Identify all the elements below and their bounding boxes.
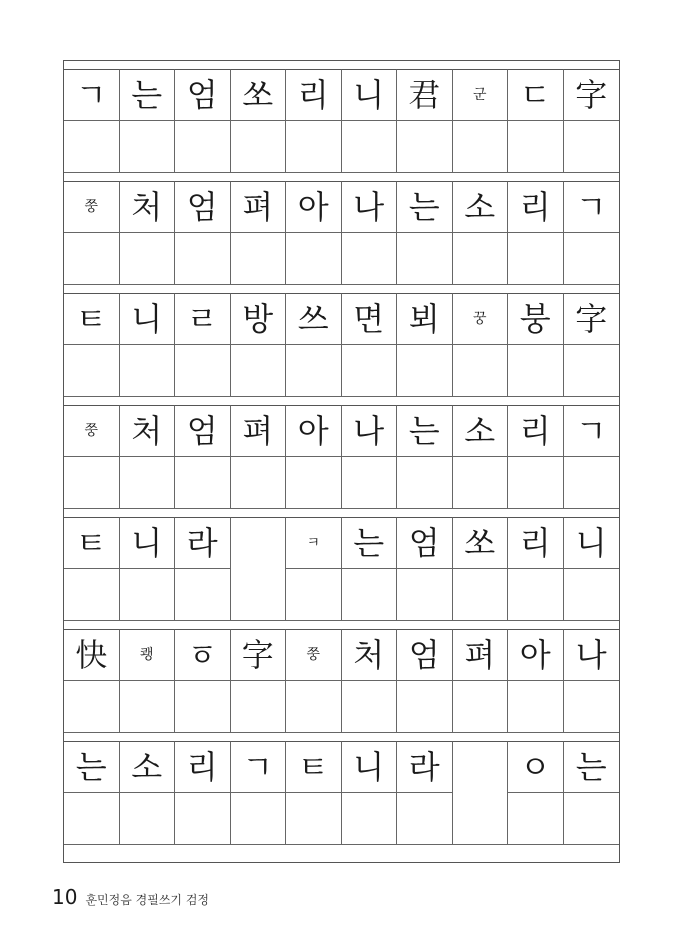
writing-practice-cell[interactable] [64, 457, 120, 509]
writing-practice-cell[interactable] [397, 233, 453, 285]
model-character: 는 [131, 76, 163, 114]
model-character: 소 [464, 188, 496, 226]
model-character: 나 [353, 188, 385, 226]
model-character-cell [231, 69, 287, 121]
model-character: 쭝 [84, 199, 99, 215]
model-character: 는 [353, 524, 385, 562]
model-character-cell [120, 741, 176, 793]
model-character: 펴 [242, 188, 274, 226]
model-character-cell [508, 69, 564, 121]
model-character-cell [342, 741, 398, 793]
model-character-cell [64, 741, 120, 793]
writing-practice-cell[interactable] [286, 121, 342, 173]
model-character: 니 [131, 524, 163, 562]
model-character: ㅌ [75, 524, 107, 562]
model-character-cell [508, 517, 564, 569]
writing-practice-cell[interactable] [342, 121, 398, 173]
model-character-cell [286, 741, 342, 793]
model-character: 엄 [186, 76, 218, 114]
model-character: 펴 [464, 636, 496, 674]
writing-practice-cell[interactable] [286, 233, 342, 285]
writing-practice-cell[interactable] [64, 793, 120, 845]
writing-practice-cell[interactable] [120, 345, 176, 397]
model-character-cell [64, 293, 120, 345]
model-character: 라 [408, 748, 440, 786]
writing-practice-cell[interactable] [564, 681, 620, 733]
model-character: 字 [575, 300, 608, 338]
model-character-cell [453, 629, 509, 681]
model-character: 면 [353, 300, 385, 338]
writing-practice-cell[interactable] [286, 793, 342, 845]
writing-practice-cell[interactable] [564, 569, 620, 621]
writing-practice-cell[interactable] [342, 233, 398, 285]
writing-practice-cell[interactable] [175, 233, 231, 285]
model-character: 는 [408, 188, 440, 226]
writing-practice-cell[interactable] [397, 457, 453, 509]
writing-practice-cell[interactable] [175, 457, 231, 509]
writing-practice-cell[interactable] [231, 121, 287, 173]
writing-practice-cell[interactable] [397, 569, 453, 621]
model-character-cell [342, 517, 398, 569]
writing-practice-cell[interactable] [64, 121, 120, 173]
writing-practice-cell[interactable] [453, 233, 509, 285]
writing-practice-cell[interactable] [231, 345, 287, 397]
model-character: ㄱ [75, 76, 107, 114]
model-character-cell [342, 181, 398, 233]
model-character-cell [342, 405, 398, 457]
model-character: 방 [242, 300, 274, 338]
model-character-cell [508, 405, 564, 457]
model-character-cell [508, 181, 564, 233]
model-character-cell [453, 181, 509, 233]
model-character: 는 [575, 748, 607, 786]
blank-merged-cell[interactable] [453, 741, 509, 845]
writing-practice-cell[interactable] [64, 681, 120, 733]
model-character: 字 [241, 636, 274, 674]
model-character: 뵈 [408, 300, 440, 338]
writing-practice-cell[interactable] [453, 121, 509, 173]
row-block [64, 737, 619, 849]
model-character-cell [342, 629, 398, 681]
writing-practice-cell[interactable] [175, 121, 231, 173]
model-character: 는 [408, 412, 440, 450]
writing-practice-cell[interactable] [231, 793, 287, 845]
model-character: 니 [353, 76, 385, 114]
model-character-cell [64, 629, 120, 681]
model-character: ㅌ [297, 748, 329, 786]
model-character-cell [508, 293, 564, 345]
model-character: ㄱ [575, 188, 607, 226]
model-character: 아 [519, 636, 551, 674]
model-character-cell [175, 629, 231, 681]
model-character-cell [286, 69, 342, 121]
writing-practice-cell[interactable] [453, 457, 509, 509]
model-character: ㄹ [186, 300, 218, 338]
writing-practice-cell[interactable] [564, 345, 620, 397]
page-number: 10 [52, 885, 78, 909]
writing-practice-cell[interactable] [175, 569, 231, 621]
model-character-cell [64, 517, 120, 569]
row-block [64, 65, 619, 177]
row-block [64, 513, 619, 625]
writing-practice-cell[interactable] [508, 457, 564, 509]
writing-practice-cell[interactable] [231, 457, 287, 509]
writing-practice-cell[interactable] [175, 681, 231, 733]
model-character: 리 [186, 748, 218, 786]
writing-practice-cell[interactable] [286, 345, 342, 397]
model-character: 쏘 [242, 76, 274, 114]
writing-practice-cell[interactable] [453, 345, 509, 397]
model-character: ㄷ [519, 76, 551, 114]
model-character: 리 [519, 412, 551, 450]
writing-practice-cell[interactable] [508, 345, 564, 397]
practice-sheet [63, 60, 620, 863]
writing-practice-cell[interactable] [120, 457, 176, 509]
model-character: ㅋ [306, 535, 321, 551]
writing-practice-cell[interactable] [397, 793, 453, 845]
writing-practice-cell[interactable] [64, 569, 120, 621]
model-character-cell [564, 517, 620, 569]
model-character-cell [120, 69, 176, 121]
model-character-cell [175, 741, 231, 793]
model-character: ㄱ [575, 412, 607, 450]
model-character-cell [564, 69, 620, 121]
model-character: 나 [575, 636, 607, 674]
model-character-cell [120, 293, 176, 345]
model-character: 리 [519, 188, 551, 226]
model-character-cell [286, 181, 342, 233]
writing-practice-cell[interactable] [564, 233, 620, 285]
model-character-cell [231, 629, 287, 681]
model-character-cell [231, 741, 287, 793]
model-character-cell [397, 405, 453, 457]
model-character: 는 [75, 748, 107, 786]
writing-practice-cell[interactable] [342, 345, 398, 397]
model-character-cell [120, 629, 176, 681]
writing-practice-cell[interactable] [120, 681, 176, 733]
writing-practice-cell[interactable] [453, 569, 509, 621]
writing-practice-cell[interactable] [120, 569, 176, 621]
model-character: 리 [297, 76, 329, 114]
model-character: 군 [472, 87, 487, 103]
model-character: ㅇ [519, 748, 551, 786]
model-character-cell [342, 69, 398, 121]
model-character: 쾡 [139, 647, 154, 663]
row-block [64, 401, 619, 513]
model-character-cell [286, 293, 342, 345]
model-character: 엄 [408, 636, 440, 674]
model-character-cell [175, 517, 231, 569]
writing-practice-cell[interactable] [64, 233, 120, 285]
model-character: 처 [131, 412, 163, 450]
model-character-cell [120, 405, 176, 457]
model-character-cell [64, 69, 120, 121]
writing-practice-cell[interactable] [508, 793, 564, 845]
model-character-cell [175, 293, 231, 345]
model-character: 엄 [408, 524, 440, 562]
model-character-cell [508, 629, 564, 681]
model-character-cell [286, 405, 342, 457]
model-character: 리 [519, 524, 551, 562]
model-character-cell [64, 405, 120, 457]
model-character: ㆆ [186, 636, 218, 674]
writing-practice-cell[interactable] [286, 457, 342, 509]
writing-practice-cell[interactable] [508, 569, 564, 621]
model-character: ㄱ [242, 748, 274, 786]
model-character: 소 [464, 412, 496, 450]
writing-practice-cell[interactable] [286, 681, 342, 733]
model-character-cell [564, 741, 620, 793]
model-character: 꿍 [472, 311, 487, 327]
writing-practice-cell[interactable] [508, 681, 564, 733]
model-character: 쭝 [84, 423, 99, 439]
model-character: 쭝 [306, 647, 321, 663]
writing-practice-cell[interactable] [342, 681, 398, 733]
writing-practice-cell[interactable] [342, 569, 398, 621]
model-character-cell [397, 741, 453, 793]
model-character: 쓰 [297, 300, 329, 338]
writing-practice-cell[interactable] [508, 121, 564, 173]
model-character: 君 [408, 76, 441, 114]
row-block [64, 289, 619, 401]
model-character-cell [564, 293, 620, 345]
row-block [64, 625, 619, 737]
writing-practice-cell[interactable] [564, 121, 620, 173]
writing-practice-cell[interactable] [175, 793, 231, 845]
model-character: 니 [353, 748, 385, 786]
writing-practice-cell[interactable] [120, 121, 176, 173]
page-footer [52, 885, 209, 911]
model-character-cell [453, 517, 509, 569]
writing-practice-cell[interactable] [564, 793, 620, 845]
model-character-cell [564, 629, 620, 681]
writing-practice-cell[interactable] [286, 569, 342, 621]
model-character: 처 [131, 188, 163, 226]
model-character-cell [453, 405, 509, 457]
model-character: 붕 [519, 300, 551, 338]
row-block [64, 177, 619, 289]
model-character-cell [120, 517, 176, 569]
model-character: 엄 [186, 188, 218, 226]
model-character: 아 [297, 412, 329, 450]
model-character: 나 [353, 412, 385, 450]
model-character: 쏘 [464, 524, 496, 562]
model-character-cell [175, 405, 231, 457]
model-character-cell [453, 69, 509, 121]
model-character-cell [231, 293, 287, 345]
model-character: 펴 [242, 412, 274, 450]
model-character: 엄 [186, 412, 218, 450]
model-character: 니 [575, 524, 607, 562]
model-character-cell [286, 517, 342, 569]
model-character: 快 [75, 636, 108, 674]
writing-practice-cell[interactable] [397, 681, 453, 733]
model-character-cell [175, 181, 231, 233]
blank-merged-cell[interactable] [231, 517, 287, 621]
model-character-cell [564, 181, 620, 233]
writing-practice-cell[interactable] [342, 793, 398, 845]
model-character: 字 [575, 76, 608, 114]
model-character-cell [397, 69, 453, 121]
model-character: 소 [131, 748, 163, 786]
writing-practice-cell[interactable] [175, 345, 231, 397]
model-character-cell [397, 629, 453, 681]
model-character-cell [508, 741, 564, 793]
writing-practice-cell[interactable] [397, 121, 453, 173]
model-character-cell [286, 629, 342, 681]
writing-practice-cell[interactable] [508, 233, 564, 285]
model-character-cell [397, 181, 453, 233]
model-character: 니 [131, 300, 163, 338]
writing-practice-cell[interactable] [64, 345, 120, 397]
writing-practice-cell[interactable] [120, 793, 176, 845]
model-character-cell [453, 293, 509, 345]
book-title: 훈민정음 경필쓰기 검정 [85, 893, 210, 907]
writing-practice-cell[interactable] [564, 457, 620, 509]
model-character-cell [564, 405, 620, 457]
model-character-cell [64, 181, 120, 233]
writing-practice-cell[interactable] [231, 233, 287, 285]
model-character: ㅌ [75, 300, 107, 338]
model-character: 처 [353, 636, 385, 674]
model-character-cell [175, 69, 231, 121]
writing-practice-cell[interactable] [397, 345, 453, 397]
model-character: 라 [186, 524, 218, 562]
writing-practice-cell[interactable] [342, 457, 398, 509]
model-character-cell [120, 181, 176, 233]
model-character-cell [342, 293, 398, 345]
writing-practice-cell[interactable] [120, 233, 176, 285]
model-character: 아 [297, 188, 329, 226]
model-character-cell [397, 517, 453, 569]
model-character-cell [231, 405, 287, 457]
model-character-cell [397, 293, 453, 345]
writing-practice-cell[interactable] [453, 681, 509, 733]
model-character-cell [231, 181, 287, 233]
writing-practice-cell[interactable] [231, 681, 287, 733]
